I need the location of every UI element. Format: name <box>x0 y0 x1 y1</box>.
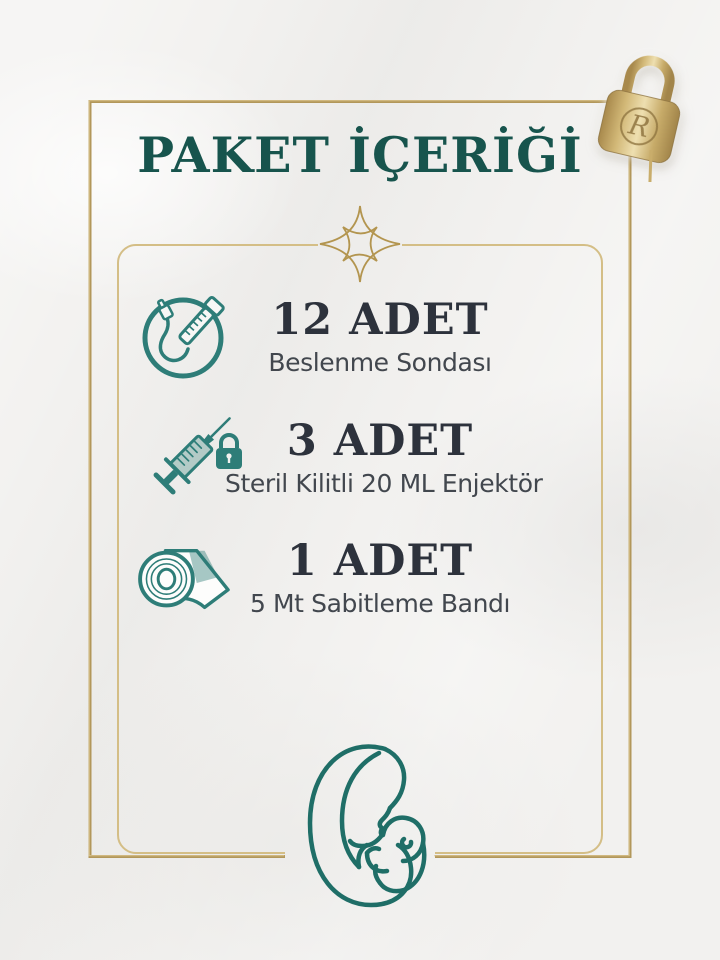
feeding-tube-icon <box>137 292 229 384</box>
item-name-label: Steril Kilitli 20 ML Enjektör <box>225 469 543 499</box>
sparkle-star-icon <box>318 204 402 284</box>
package-item-row <box>225 537 535 620</box>
package-item-row <box>225 296 535 379</box>
item-count-label: 12 ADET <box>271 295 489 345</box>
item-name-label: 5 Mt Sabitleme Bandı <box>249 589 511 619</box>
item-count-label: 1 ADET <box>286 536 474 586</box>
package-item-row <box>225 416 543 500</box>
tape-roll-icon <box>136 538 238 624</box>
item-name-label: Beslenme Sondası <box>268 348 492 378</box>
mother-baby-logo-icon <box>297 735 429 911</box>
item-count-label: 3 ADET <box>286 416 474 466</box>
page-title: PAKET İÇERİĞİ <box>137 126 583 184</box>
padlock-monogram: R <box>625 109 653 145</box>
